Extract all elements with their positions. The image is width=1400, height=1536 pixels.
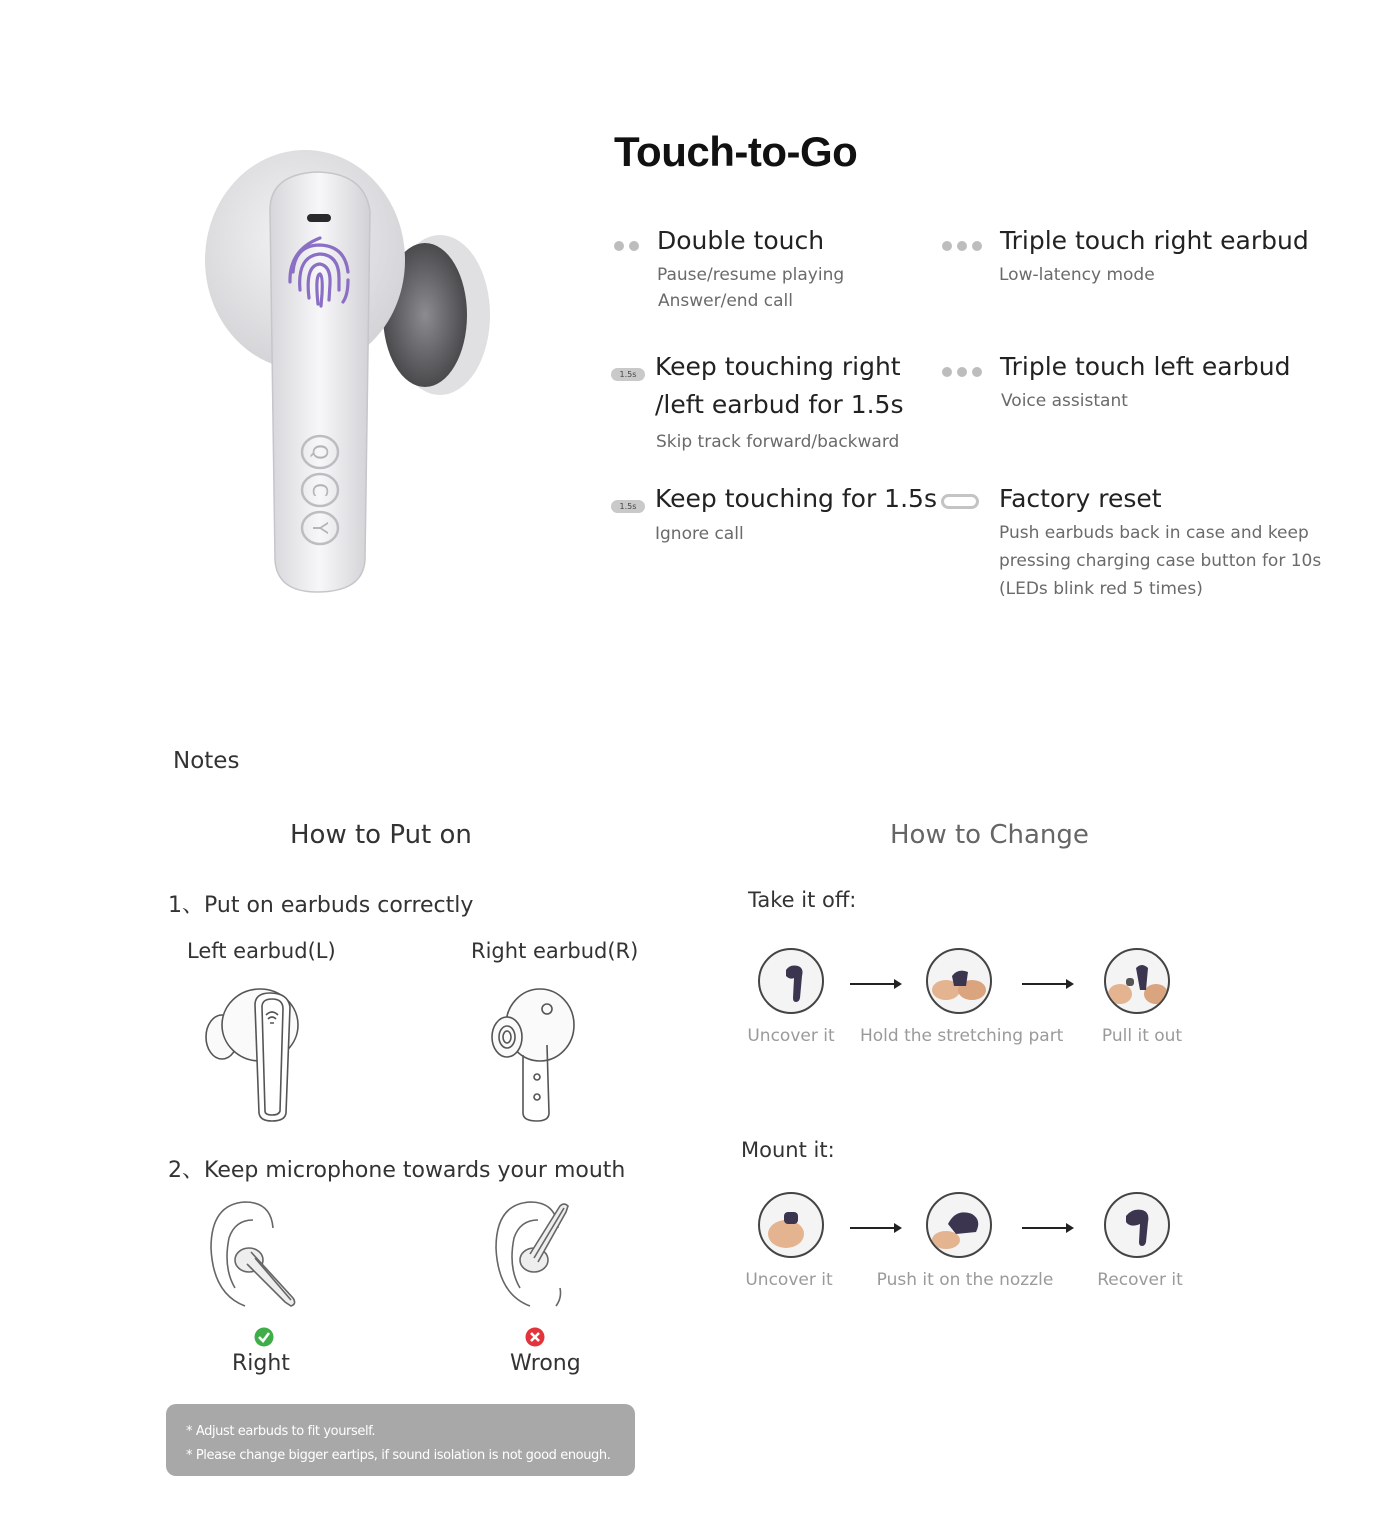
tips-box <box>166 1404 635 1476</box>
gesture-desc: Ignore call <box>655 524 744 544</box>
step-caption: Uncover it <box>745 1270 833 1290</box>
notes-label: Notes <box>173 748 240 774</box>
tip-line: * Please change bigger eartips, if sound isolation is not good enough. <box>186 1448 611 1463</box>
step-caption: Uncover it <box>747 1026 835 1046</box>
gesture-desc: pressing charging case button for 10s <box>999 551 1322 571</box>
gesture-desc: Pause/resume playing <box>657 265 845 285</box>
gesture-title: Factory reset <box>999 484 1162 513</box>
gesture-title: Keep touching right <box>655 352 901 381</box>
svg-text:Y: Y <box>308 521 332 535</box>
right-verdict-label: Right <box>232 1351 290 1376</box>
right-earbud-label: Right earbud(R) <box>471 939 639 963</box>
gesture-title: Double touch <box>657 226 825 255</box>
gesture-title: Triple touch right earbud <box>1000 226 1309 255</box>
three-dots-icon <box>942 236 987 255</box>
step-caption: Push it on the nozzle <box>876 1270 1054 1290</box>
gesture-title: Triple touch left earbud <box>1000 352 1291 381</box>
step-1-text: 1、Put on earbuds correctly <box>168 893 474 918</box>
ear-wrong-illustration <box>490 1198 590 1317</box>
step-caption: Pull it out <box>1101 1026 1183 1046</box>
step-caption: Recover it <box>1097 1270 1183 1290</box>
page-title: Touch-to-Go <box>614 128 858 175</box>
hold-1.5s-icon: 1.5s <box>611 362 645 381</box>
change-heading: How to Change <box>890 820 1089 850</box>
cross-icon <box>525 1327 545 1351</box>
gesture-desc: (LEDs blink red 5 times) <box>999 579 1203 599</box>
gesture-title-line2: /left earbud for 1.5s <box>655 390 904 419</box>
step-2-text: 2、Keep microphone towards your mouth <box>168 1158 626 1183</box>
step-photo-pull <box>1104 948 1170 1014</box>
gesture-desc: Voice assistant <box>1001 391 1128 411</box>
two-dots-icon <box>614 236 644 255</box>
step-photo-uncover <box>758 948 824 1014</box>
gesture-desc: Push earbuds back in case and keep <box>999 523 1309 543</box>
mount-label: Mount it: <box>741 1138 835 1162</box>
long-ring-icon <box>941 494 979 513</box>
gesture-desc: Low-latency mode <box>999 265 1155 285</box>
step-caption: Hold the stretching part <box>860 1026 1064 1046</box>
arrow-icon <box>1022 1227 1072 1229</box>
arrow-icon <box>850 1227 900 1229</box>
check-icon <box>254 1327 274 1351</box>
svg-text:C: C <box>308 483 332 497</box>
arrow-icon <box>1022 983 1072 985</box>
hold-1.5s-icon: 1.5s <box>611 494 645 513</box>
step-photo-recover <box>1104 1192 1170 1258</box>
tip-line: * Adjust earbuds to fit yourself. <box>186 1424 376 1439</box>
earbud-product-image <box>205 150 505 610</box>
step-photo-hold <box>926 948 992 1014</box>
gesture-desc: Skip track forward/backward <box>656 432 900 452</box>
take-off-label: Take it off: <box>748 888 857 912</box>
put-on-heading: How to Put on <box>290 820 472 850</box>
left-earbud-illustration <box>200 985 310 1129</box>
left-earbud-label: Left earbud(L) <box>187 939 336 963</box>
step-photo-uncover-2 <box>758 1192 824 1258</box>
three-dots-icon <box>942 362 987 381</box>
gesture-title: Keep touching for 1.5s <box>655 484 937 513</box>
wrong-verdict-label: Wrong <box>510 1351 581 1376</box>
svg-text:Q: Q <box>308 444 332 460</box>
ear-correct-illustration <box>205 1198 305 1317</box>
step-photo-push <box>926 1192 992 1258</box>
right-earbud-illustration <box>485 985 585 1129</box>
gesture-desc: Answer/end call <box>658 291 793 311</box>
arrow-icon <box>850 983 900 985</box>
